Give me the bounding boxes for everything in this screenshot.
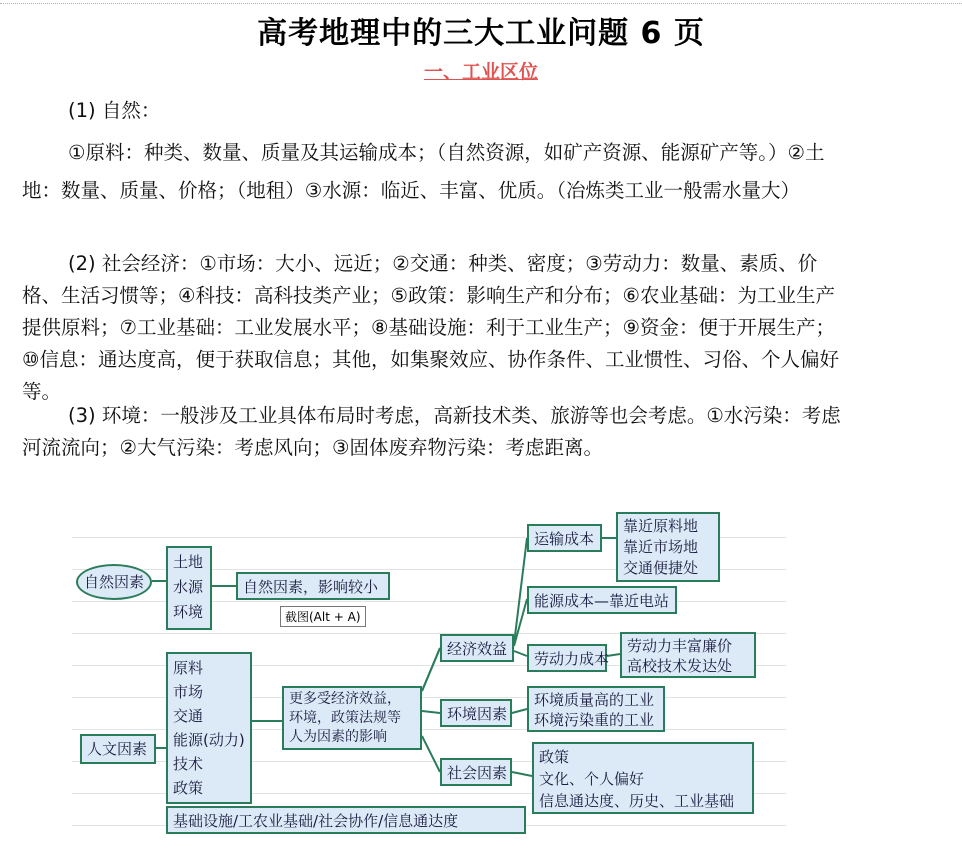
node-item: 政策 [173, 779, 204, 797]
land-water-env-node [166, 546, 212, 630]
human-factor-node: 人文因素 [80, 734, 156, 764]
natural-factor-node: 自然因素 [76, 564, 152, 600]
labor-items-node [620, 632, 756, 678]
node-item: 交通 [173, 707, 204, 725]
natural-effect-node: 自然因素，影响较小 [236, 572, 390, 600]
transport-cost-node: 运输成本 [527, 524, 602, 552]
node-item: 技术 [173, 755, 204, 773]
social-factor-node: 社会因素 [440, 758, 512, 786]
node-item: 交通便捷处 [623, 559, 699, 577]
transport-items-node [616, 512, 720, 582]
node-item: 环境，政策法规等 [289, 710, 401, 726]
econ-benefit-node: 经济效益 [440, 634, 514, 662]
node-item: 原料 [173, 659, 204, 677]
node-item: 靠近原料地 [623, 517, 699, 535]
env-items-node [527, 686, 665, 732]
node-item: 更多受经济效益， [289, 691, 401, 707]
human-items-node [166, 652, 252, 804]
social-items-node [532, 742, 754, 814]
industrial-location-mindmap [72, 506, 786, 856]
node-item: 土地 [173, 553, 204, 571]
node-item: 靠近市场地 [623, 538, 699, 556]
social-economic-paragraph: (2) 社会经济：①市场：大小、远近；②交通：种类、密度；③劳动力：数量、素质、价格、生活习惯等；④科技：高科技类产业；⑤政策：影响生产和分布；⑥农业基础：为工业生产提供原料；⑦工业基础：工业发展水平；⑧基础设施：利于工业生产；⑨资金：便于开展生产；⑩信息：通达度高，便于获取信息；其他，如集聚效应、协作条件、工业惯性、习俗、个人偏好等。 [22, 252, 839, 403]
node-item: 信息通达度、历史、工业基础 [539, 792, 735, 810]
natural-factors-paragraph: ①原料：种类、数量、质量及其运输成本；（自然资源，如矿产资源、能源矿产等。）②土地：数量、质量、价格；（地租）③水源：临近、丰富、优质。（冶炼类工业一般需水量大） [22, 141, 825, 202]
node-item: 高校技术发达处 [627, 657, 733, 675]
environment-paragraph: (3) 环境：一般涉及工业具体布局时考虑，高新技术类、旅游等也会考虑。①水污染：考虑河流流向；②大气污染：考虑风向；③固体废弃物污染：考虑距离。 [22, 404, 841, 459]
node-item: 人为因素的影响 [289, 729, 387, 745]
node-item: 环境污染重的工业 [534, 711, 655, 729]
infrastructure-node: 基础设施/工农业基础/社会协作/信息通达度 [166, 806, 526, 834]
node-item: 环境 [173, 603, 204, 621]
energy-cost-node: 能源成本—靠近电站 [527, 586, 677, 614]
node-item: 政策 [539, 748, 570, 766]
node-item: 能源(动力) [173, 731, 245, 749]
screenshot-tooltip: 截图(Alt + A) [280, 606, 366, 627]
node-item: 水源 [173, 578, 204, 596]
node-item: 文化、个人偏好 [539, 770, 645, 788]
page-top-border [0, 3, 962, 4]
labor-cost-node: 劳动力成本 [527, 644, 607, 672]
section-heading: 一、工业区位 [423, 61, 538, 83]
natural-heading: (1) 自然： [68, 99, 161, 122]
node-item: 劳动力丰富廉价 [627, 637, 733, 655]
env-factor-node: 环境因素 [440, 699, 512, 727]
node-item: 环境质量高的工业 [534, 691, 655, 709]
more-econ-node [282, 686, 422, 750]
node-item: 市场 [173, 683, 204, 701]
document-title: 高考地理中的三大工业问题 6 页 [257, 16, 705, 51]
